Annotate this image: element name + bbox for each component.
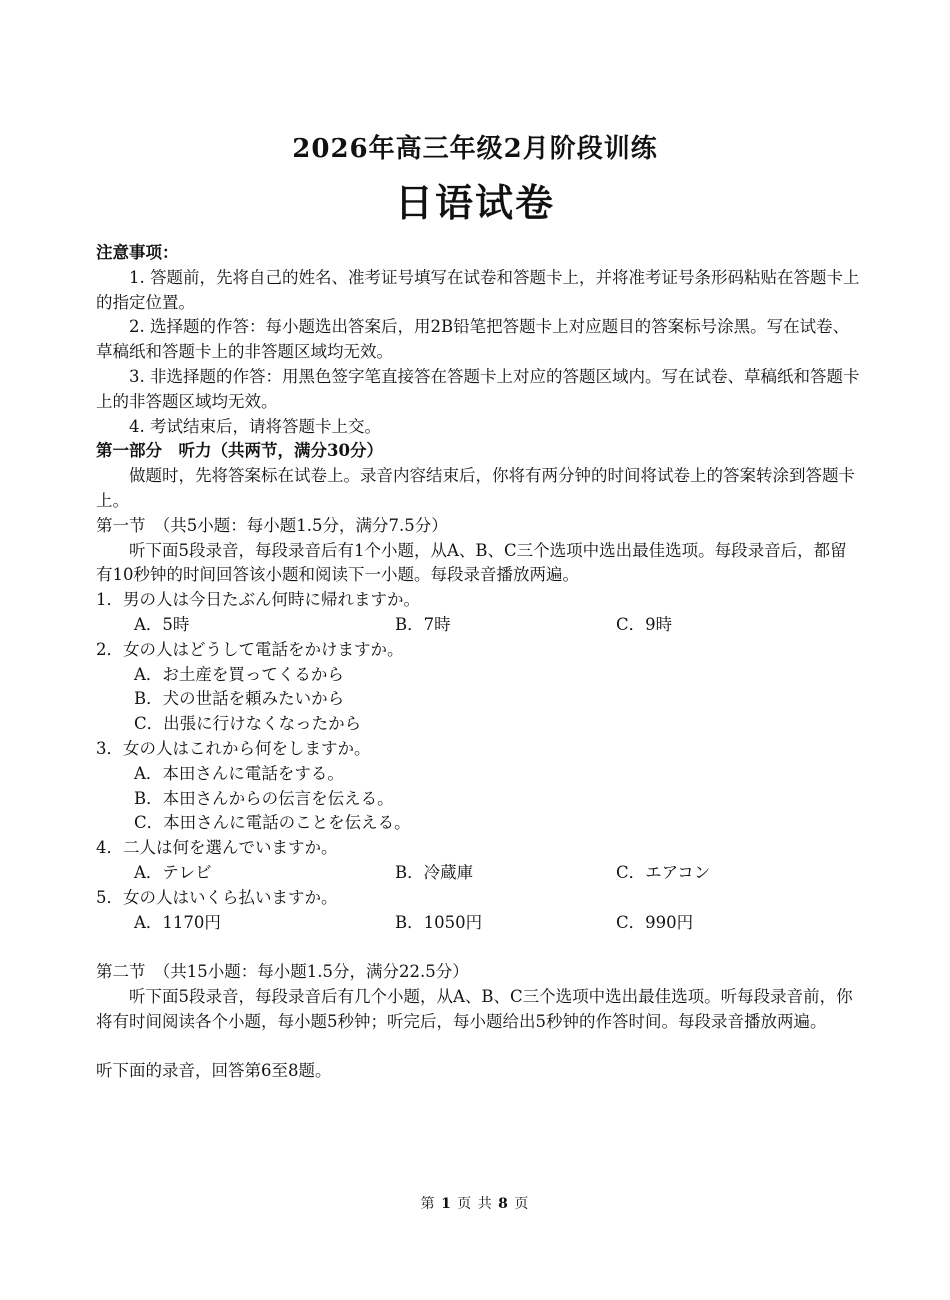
option-c: C．出張に行けなくなったから <box>134 714 362 734</box>
question-4-options <box>96 861 860 886</box>
spacer <box>96 1035 860 1060</box>
footer-page-number: 1 <box>441 1196 452 1212</box>
spacer <box>96 935 860 960</box>
note-item: 4. 考试结束后，请将答题卡上交。 <box>129 416 381 436</box>
section1-intro: 听下面5段录音，每段录音后有1个小题，从A、B、C三个选项中选出最佳选项。每段录音后，都留有10秒钟的时间回答该小题和阅读下一小题。每段录音播放两遍。 <box>96 540 847 585</box>
option-a: A．本田さんに電話をする。 <box>134 763 344 783</box>
part1-intro: 做题时，先将答案标在试卷上。录音内容结束后，你将有两分钟的时间将试卷上的答案转涂到答题卡上。 <box>96 466 855 510</box>
part1-heading: 第一部分 听力（共两节，满分30分） <box>96 441 383 461</box>
question-2: 2．女の人はどうして電話をかけますか。 <box>96 639 404 659</box>
question-4: 4．二人は何を選んでいますか。 <box>96 838 338 858</box>
footer-total-pages: 8 <box>498 1196 509 1212</box>
note-item: 3. 非选择题的作答：用黑色签字笔直接答在答题卡上对应的答题区域内。写在试卷、草稿纸和答题卡上的非答题区域均无效。 <box>96 366 860 411</box>
option-b: B．7時 <box>395 614 451 634</box>
question-3: 3．女の人はこれから何をしますか。 <box>96 738 371 758</box>
option-a: A．お土産を買ってくるから <box>134 664 344 684</box>
page-footer <box>0 1193 950 1213</box>
option-b: B．1050円 <box>395 912 483 932</box>
option-a: A．テレビ <box>134 862 212 882</box>
option-b: B．本田さんからの伝言を伝える。 <box>134 788 394 808</box>
note-item: 2. 选择题的作答：每小题选出答案后，用2B铅笔把答题卡上对应题目的答案标号涂黑。写在试卷、草稿纸和答题卡上的非答题区域均无效。 <box>96 317 850 362</box>
question-5: 5．女の人はいくら払いますか。 <box>96 887 338 907</box>
note-item: 1. 答题前，先将自己的姓名、准考证号填写在试卷和答题卡上，并将准考证号条形码粘贴在答题卡上的指定位置。 <box>96 267 860 312</box>
option-c: C．990円 <box>616 912 694 932</box>
footer-prefix: 第 <box>420 1196 436 1212</box>
option-b: B．冷蔵庫 <box>395 862 474 882</box>
option-a: A．1170円 <box>134 912 221 932</box>
section1-heading: 第一节 （共5小题：每小题1.5分，满分7.5分） <box>96 515 448 535</box>
section2-prompt: 听下面的录音，回答第6至8题。 <box>96 1061 332 1081</box>
footer-suffix: 页 <box>514 1196 530 1212</box>
exam-subtitle: 日语试卷 <box>394 180 555 225</box>
question-1-options <box>96 613 860 638</box>
option-a: A．5時 <box>134 614 190 634</box>
notes-heading: 注意事项： <box>96 243 179 262</box>
section2-heading: 第二节 （共15小题：每小题1.5分，满分22.5分） <box>96 962 469 982</box>
option-b: B．犬の世話を頼みたいから <box>134 689 345 709</box>
exam-title: 2026年高三年级2月阶段训练 <box>292 134 658 164</box>
exam-body <box>96 241 860 1084</box>
section2-intro: 听下面5段录音，每段录音后有几个小题，从A、B、C三个选项中选出最佳选项。听每段录音前，你将有时间阅读各个小题，每小题5秒钟；听完后，每小题给出5秒钟的作答时间。每段录音播放两遍。 <box>96 986 853 1031</box>
option-c: C．エアコン <box>616 862 711 882</box>
option-c: C．本田さんに電話のことを伝える。 <box>134 813 411 833</box>
question-1: 1．男の人は今日たぶん何時に帰れますか。 <box>96 590 420 610</box>
option-c: C．9時 <box>616 614 673 634</box>
question-5-options <box>96 911 860 936</box>
footer-middle: 页 共 <box>457 1196 493 1212</box>
